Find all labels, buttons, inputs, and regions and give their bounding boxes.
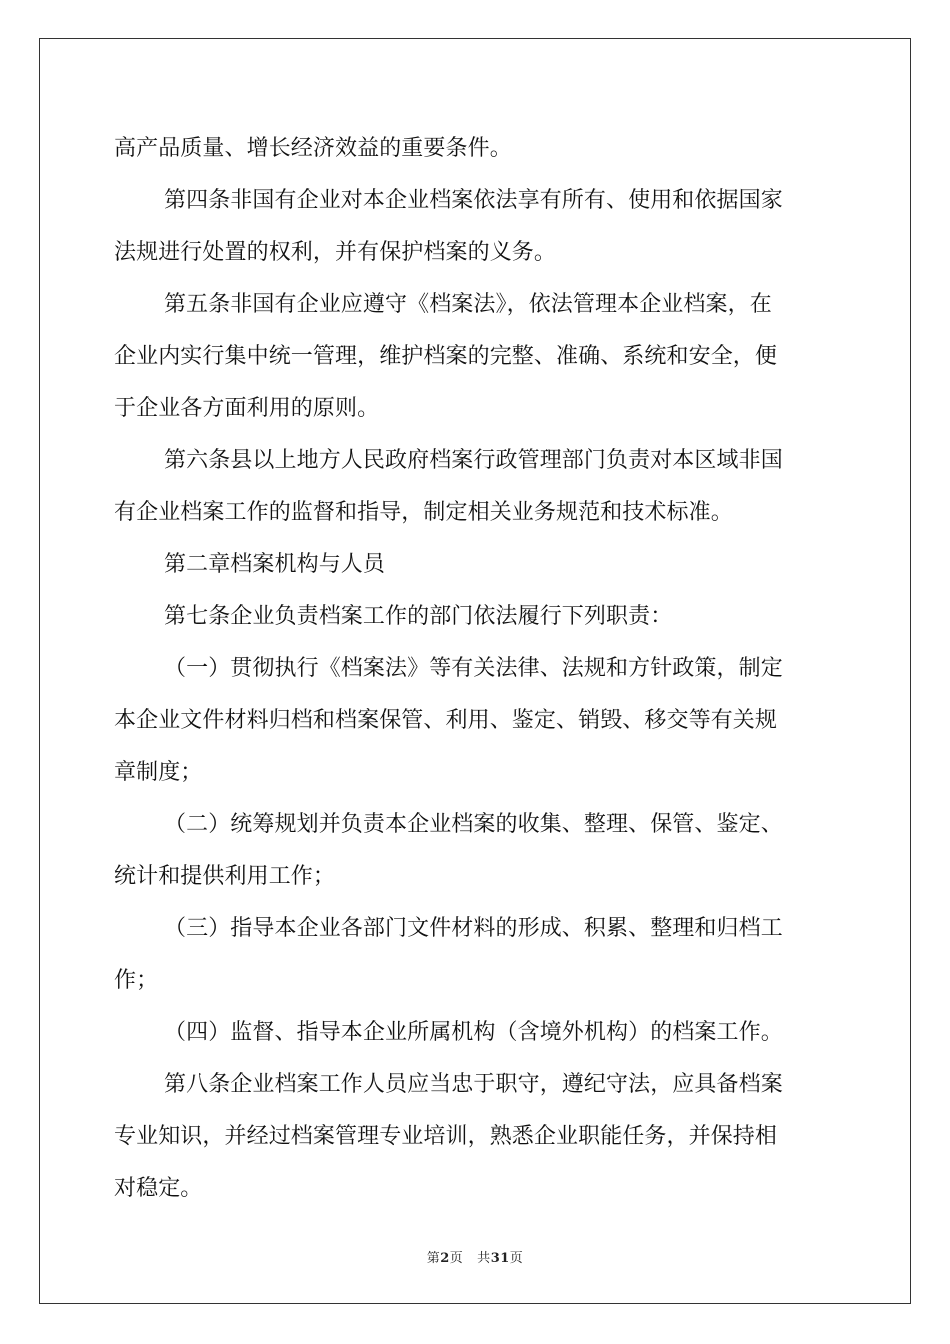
text-line: 统计和提供利用工作； bbox=[114, 864, 336, 889]
text-line: 章制度； bbox=[114, 760, 203, 785]
page-suffix: 页 bbox=[449, 1251, 464, 1266]
text-line: 第六条县以上地方人民政府档案行政管理部门负责对本区域非国 bbox=[164, 448, 783, 473]
text-line: 企业内实行集中统一管理，维护档案的完整、准确、系统和安全，便 bbox=[114, 344, 778, 369]
text-line: 对稳定。 bbox=[114, 1176, 203, 1201]
page-footer bbox=[0, 1247, 950, 1266]
text-line: 本企业文件材料归档和档案保管、利用、鉴定、销毁、移交等有关规 bbox=[114, 708, 778, 733]
text-line: 第四条非国有企业对本企业档案依法享有所有、使用和依据国家 bbox=[164, 188, 783, 213]
text-line: 专业知识，并经过档案管理专业培训，熟悉企业职能任务，并保持相 bbox=[114, 1124, 778, 1149]
text-line: （二）统筹规划并负责本企业档案的收集、整理、保管、鉴定、 bbox=[164, 812, 783, 837]
text-line: 第八条企业档案工作人员应当忠于职守，遵纪守法，应具备档案 bbox=[164, 1072, 783, 1097]
text-line: 法规进行处置的权利，并有保护档案的义务。 bbox=[114, 240, 557, 265]
text-line: （三）指导本企业各部门文件材料的形成、积累、整理和归档工 bbox=[164, 916, 783, 941]
text-line: （四）监督、指导本企业所属机构（含境外机构）的档案工作。 bbox=[164, 1020, 783, 1045]
text-line: （一）贯彻执行《档案法》等有关法律、法规和方针政策，制定 bbox=[164, 656, 783, 681]
text-line: 作； bbox=[114, 968, 159, 993]
text-line: 第七条企业负责档案工作的部门依法履行下列职责： bbox=[164, 604, 673, 629]
text-line: 于企业各方面利用的原则。 bbox=[114, 396, 380, 421]
document-body bbox=[114, 126, 834, 1218]
text-line: 第五条非国有企业应遵守《档案法》，依法管理本企业档案，在 bbox=[164, 292, 772, 317]
text-line: 有企业档案工作的监督和指导，制定相关业务规范和技术标准。 bbox=[114, 500, 733, 525]
total-pages: 31 bbox=[490, 1251, 510, 1266]
page-prefix: 第 bbox=[426, 1251, 441, 1266]
total-suffix: 页 bbox=[509, 1251, 524, 1266]
text-line: 高产品质量、增长经济效益的重要条件。 bbox=[114, 136, 512, 161]
total-prefix: 共 bbox=[477, 1251, 491, 1266]
page-number: 2 bbox=[440, 1251, 450, 1266]
chapter-heading: 第二章档案机构与人员 bbox=[164, 552, 386, 577]
